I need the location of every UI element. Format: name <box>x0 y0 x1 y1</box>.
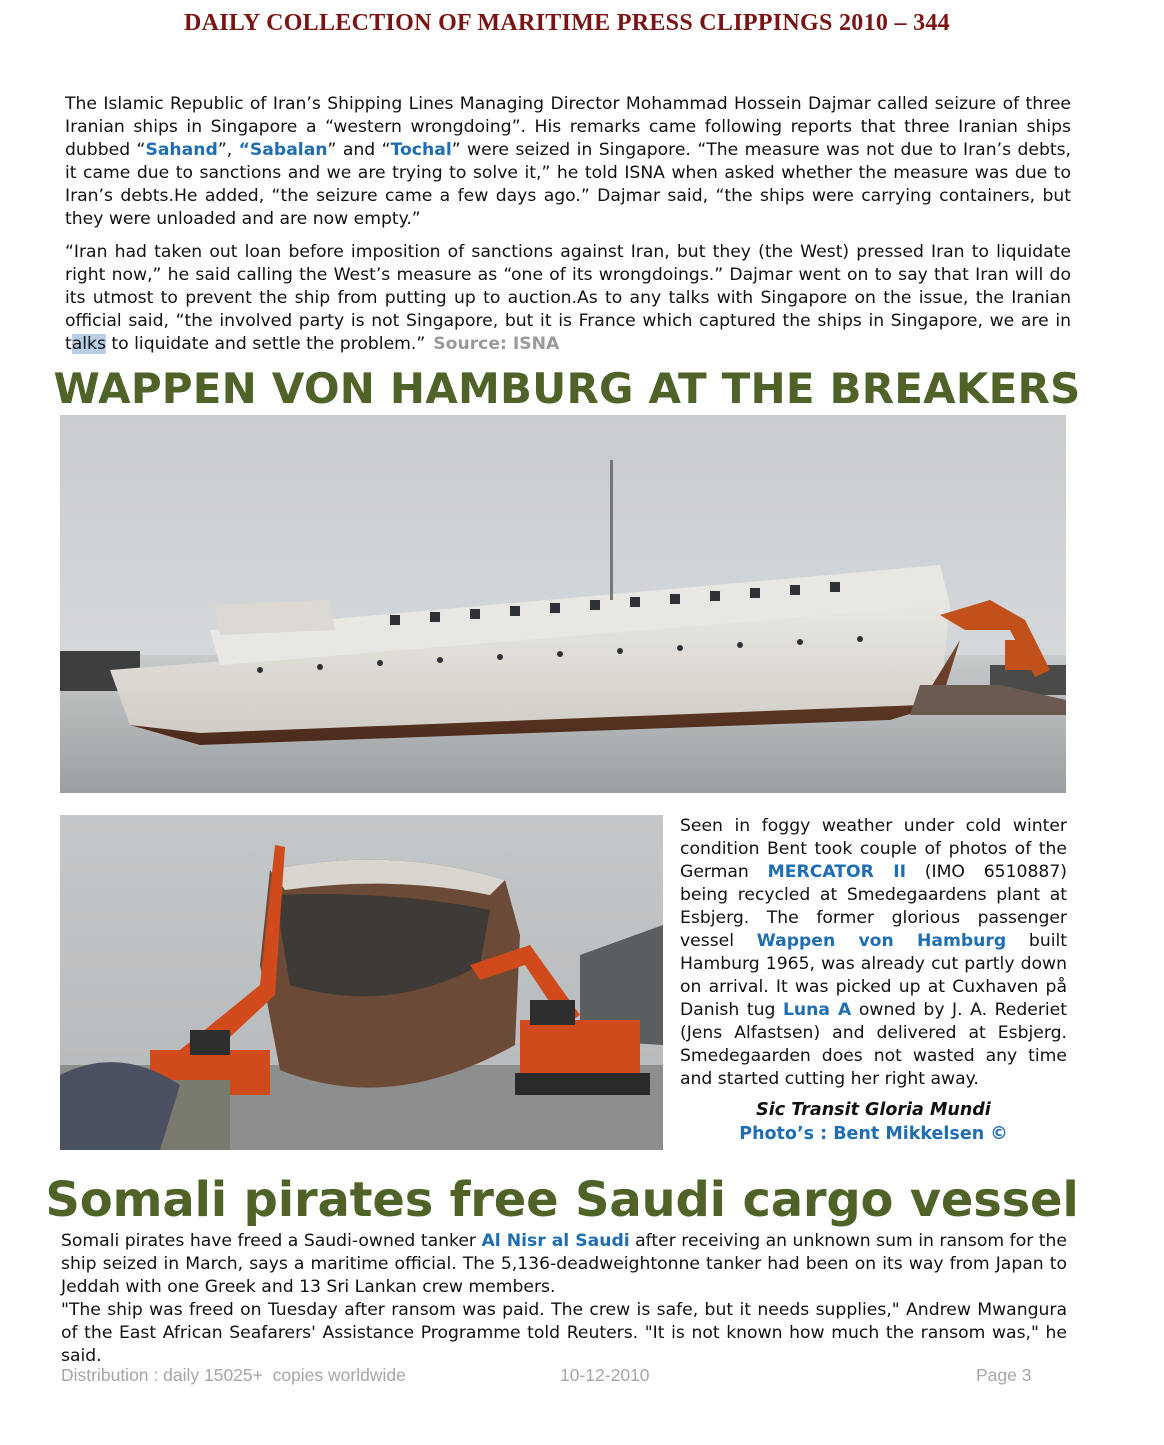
ship-link-tochal[interactable]: Tochal <box>390 140 452 160</box>
text-run: ”, <box>217 140 239 160</box>
text-run: Somali pirates have freed a Saudi-owned tanker <box>61 1231 482 1251</box>
wappen-article-text <box>680 815 1067 1091</box>
text-run: "The ship was freed on Tuesday after ransom was paid. The crew is safe, but it needs supplies," Andrew Mwangura of the East African Seafarers' Assistance Programme told Reuters. "It is not known how much the ransom was," he said. <box>61 1300 1067 1366</box>
footer-date: 10-12-2010 <box>560 1365 650 1385</box>
headline-somali-pirates: Somali pirates free Saudi cargo vessel <box>45 1172 1079 1228</box>
footer-distribution: Distribution : daily 15025+ copies worldwide <box>61 1365 406 1385</box>
text-run: ” were seized in Singapore. “The measure was not due to Iran’s debts, it came due to sanctions and we are trying to solve it,” he told ISNA when asked whether the measure was due to Iran’s debts.He added, “the seizure came a few days ago.” Dajmar said, “the ships were carrying containers, but they were unloaded and are now empty.” <box>65 140 1072 229</box>
ship-link-sahand[interactable]: Sahand <box>145 140 218 160</box>
text-run: built Hamburg 1965, was already cut partly down on arrival. It was picked up at Cuxhaven på Danish tug <box>680 931 1068 1020</box>
article-iran-paragraph-2 <box>65 241 1071 356</box>
link-al-nisr-al-saudi[interactable]: Al Nisr al Saudi <box>481 1231 630 1251</box>
somali-article-text <box>61 1230 1067 1368</box>
text-run: ” and “ <box>327 140 391 160</box>
ship-link-sabalan[interactable]: “Sabalan <box>238 140 328 160</box>
headline-wappen: WAPPEN VON HAMBURG AT THE BREAKERS <box>53 364 1081 413</box>
text-run: The Islamic Republic of Iran’s Shipping Lines Managing Director Mohammad Hossein Dajmar called seizure of three Iranian ships in Singapore a “western wrongdoing”. His remarks came following reports that three Iranian ships dubbed “ <box>65 94 1071 160</box>
link-wappen-von-hamburg[interactable]: Wappen von Hamburg <box>756 931 1007 951</box>
text-run: “Iran had taken out loan before imposition of sanctions against Iran, but they (the West) pressed Iran to liquidate right now,” he said calling the West’s measure as “one of its wrongdoings.” Dajmar went on to say that Iran will do its utmost to prevent the ship from putting up to auction.As to any talks with Singapore on the issue, the Iranian official said, “the involved party is not Singapore, but it is France which captured the ships in Singapore, we are in t <box>65 242 1071 354</box>
link-luna-a[interactable]: Luna A <box>782 1000 852 1020</box>
source-label: Source: ISNA <box>433 334 560 354</box>
page-header: DAILY COLLECTION OF MARITIME PRESS CLIPPINGS 2010 – 344 <box>184 10 950 36</box>
text-run: owned by J. A. Rederiet (Jens Alfastsen) and delivered at Esbjerg. Smedegaarden does not wasted any time and started cutting her right away. <box>680 1000 1067 1089</box>
text-run: after receiving an unknown sum in ransom for the ship seized in March, says a maritime official. The 5,136-deadweightonne tanker had been on its way from Japan to Jeddah with one Greek and 13 Sri Lankan crew members. <box>61 1231 1067 1297</box>
link-mercator-ii[interactable]: MERCATOR II <box>767 862 906 882</box>
photo-credit: Photo’s : Bent Mikkelsen © <box>739 1124 1008 1144</box>
caption-motto: Sic Transit Gloria Mundi <box>756 1100 991 1120</box>
text-run: Seen in foggy weather under cold winter condition Bent took couple of photos of the German <box>680 816 1067 882</box>
excavators-cutting-hull-photo <box>60 815 663 1150</box>
selected-text-highlight[interactable]: alks <box>71 334 106 354</box>
text-run: to liquidate and settle the problem.” <box>105 334 426 354</box>
article-iran-paragraph-1 <box>65 93 1071 231</box>
text-run: (IMO 6510887) being recycled at Smedegaardens plant at Esbjerg. The former glorious passenger vessel <box>680 862 1067 951</box>
footer-page-number: Page 3 <box>976 1365 1032 1385</box>
ship-hull-beached-photo <box>60 415 1066 793</box>
